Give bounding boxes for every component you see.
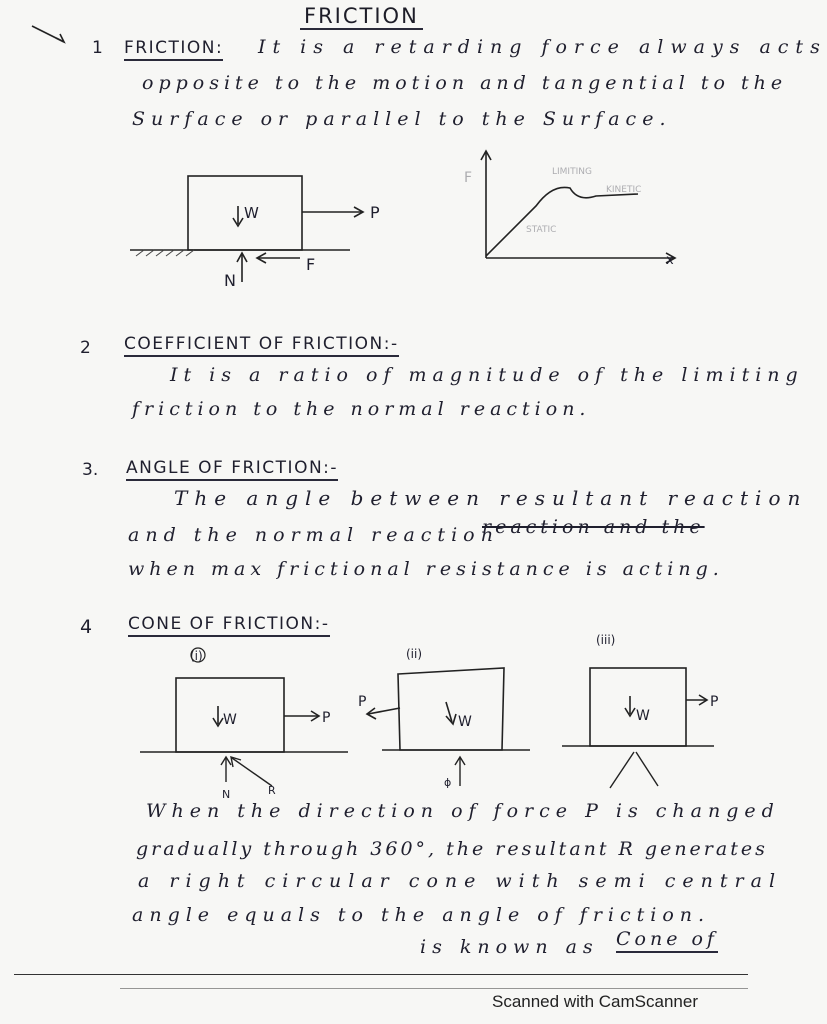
force-label: P bbox=[358, 694, 367, 710]
section-number: 4 bbox=[80, 616, 93, 638]
figure-label: (iii) bbox=[596, 633, 616, 647]
footer-rule bbox=[14, 974, 748, 975]
section-number: 3. bbox=[82, 460, 99, 480]
text-line: It is a ratio of magnitude of the limiting bbox=[170, 364, 804, 386]
text-line: angle equals to the angle of friction. bbox=[132, 904, 711, 926]
section-heading: FRICTION: bbox=[124, 38, 223, 61]
section-number: 2 bbox=[80, 338, 91, 358]
resultant-label: R bbox=[268, 784, 276, 797]
graph-y-label: F bbox=[464, 170, 473, 186]
figure-label: (ii) bbox=[406, 647, 423, 661]
section-heading: COEFFICIENT OF FRICTION:- bbox=[124, 334, 399, 357]
block-diagram bbox=[130, 170, 410, 290]
section-heading: CONE OF FRICTION:- bbox=[128, 614, 330, 637]
friction-label: F bbox=[306, 255, 316, 274]
weight-label: W bbox=[636, 708, 650, 724]
scanner-watermark: Scanned with CamScanner bbox=[491, 992, 698, 1011]
figure-label: (i) bbox=[190, 649, 203, 663]
text-line: Surface or parallel to the Surface. bbox=[132, 108, 672, 130]
struck-text: reaction and the bbox=[482, 516, 705, 538]
force-label: P bbox=[710, 694, 719, 710]
text-line: and the normal reaction bbox=[128, 524, 499, 546]
text-line: opposite to the motion and tangential to the bbox=[142, 72, 788, 94]
text-line: The angle between resultant reaction bbox=[174, 486, 808, 510]
graph-x-label: x bbox=[666, 253, 674, 268]
footer-rule bbox=[120, 988, 748, 989]
text-line: When the direction of force P is changed bbox=[146, 800, 780, 822]
normal-label: N bbox=[224, 271, 236, 290]
normal-label: N bbox=[222, 788, 231, 801]
section-heading: ANGLE OF FRICTION:- bbox=[126, 458, 338, 481]
graph-label-kinetic: KINETIC bbox=[606, 185, 642, 195]
text-line: friction to the normal reaction. bbox=[132, 398, 591, 420]
graph-label-limiting: LIMITING bbox=[552, 167, 592, 177]
force-label: P bbox=[322, 710, 331, 726]
underlined-term: Cone of bbox=[616, 928, 718, 953]
section-number: 1 bbox=[92, 38, 103, 58]
cone-figures bbox=[130, 630, 730, 800]
friction-graph bbox=[456, 148, 686, 268]
text-line: gradually through 360°, the resultant R generates bbox=[136, 838, 768, 860]
weight-label: W bbox=[223, 712, 237, 728]
weight-label: W bbox=[244, 204, 259, 222]
text-line: It is a retarding force always acts bbox=[258, 36, 827, 58]
force-label: P bbox=[370, 203, 380, 222]
text-line: when max frictional resistance is acting. bbox=[128, 558, 724, 580]
weight-label: W bbox=[458, 714, 472, 730]
angle-label: ϕ bbox=[444, 776, 452, 789]
text-line: is known as bbox=[420, 936, 599, 958]
graph-label-static: STATIC bbox=[526, 225, 557, 235]
page-title: FRICTION bbox=[300, 4, 423, 30]
text-line: a right circular cone with semi central bbox=[138, 870, 783, 892]
margin-mark bbox=[30, 22, 70, 52]
